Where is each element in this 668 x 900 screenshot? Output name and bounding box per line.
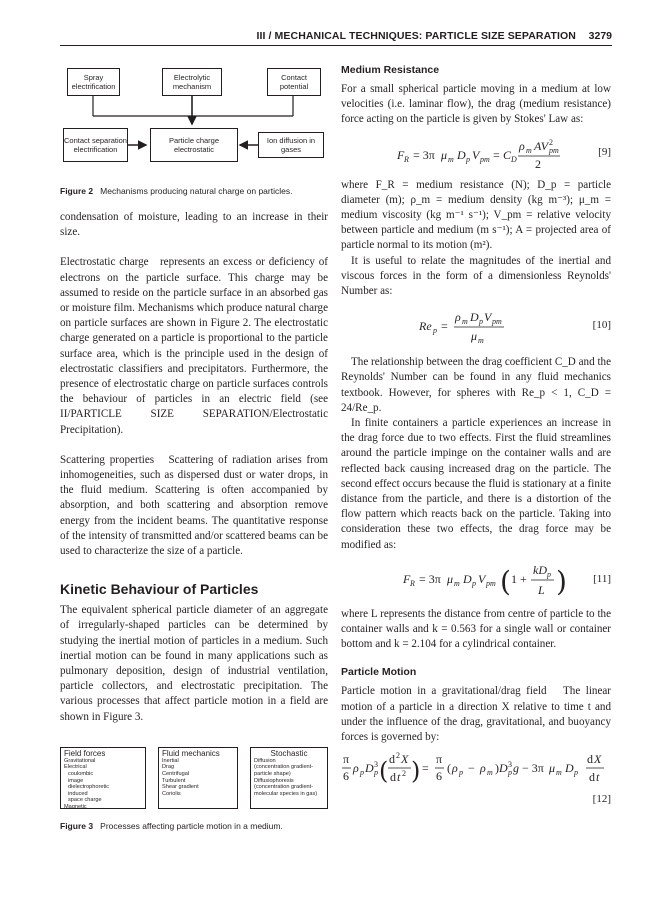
scattering-lead: Scattering properties — [60, 453, 155, 466]
svg-text:R: R — [404, 154, 409, 164]
svg-text:(: ( — [379, 757, 389, 786]
medium-resistance-heading: Medium Resistance — [341, 64, 440, 76]
svg-text:R: R — [410, 578, 415, 588]
fluid-mechanics-item: Drag — [162, 764, 175, 771]
equation-9-formula — [361, 132, 591, 172]
equation-10-number: [10] — [592, 319, 611, 332]
fluid-mechanics-item: Coriolis — [162, 790, 181, 797]
svg-text:p: p — [374, 768, 378, 778]
figure-3-caption — [60, 821, 328, 831]
svg-text:D: D — [511, 154, 517, 164]
equation-12-formula — [341, 749, 611, 791]
figure-2-caption-text: Mechanisms producing natural charge on particles. — [100, 186, 293, 196]
svg-text:m: m — [462, 317, 468, 327]
box-spray-electrification: Spray electrification — [67, 68, 120, 96]
svg-text:p: p — [472, 578, 476, 588]
svg-text:p: p — [433, 326, 437, 336]
equation-10-formula — [361, 305, 591, 345]
svg-text:μ: μ — [441, 147, 448, 162]
svg-text:π: π — [436, 752, 443, 767]
field-forces-item: space charge — [68, 797, 102, 804]
stochastic-item: Diffusion — [254, 757, 276, 764]
svg-text:): ) — [411, 757, 421, 786]
box-contact-separation: Contact separation electrification — [63, 128, 128, 162]
svg-text:V: V — [478, 571, 486, 586]
svg-text:ρ: ρ — [480, 761, 486, 776]
equation-12 — [341, 749, 611, 791]
svg-text:F: F — [403, 571, 411, 586]
paragraph-gravitational — [341, 684, 611, 745]
equation-9 — [341, 132, 611, 172]
svg-text:p: p — [479, 317, 483, 327]
scattering-text: Scattering of radiation arises from inhomogeneities, such as dispersed dust or water drops, in the fluid medium. Scattering is often accompanied by absorption, and both scattering and absorption remove energy from the incident beams. The quantitative response of the intensity of transmitted and/or scattered beams can be used to characterize the size of a particle. — [60, 453, 328, 558]
svg-text:(: ( — [447, 761, 451, 776]
paragraph-electrostatic — [60, 255, 328, 437]
svg-text:V: V — [484, 310, 492, 325]
figure-2-diagram — [60, 64, 328, 186]
svg-text:m: m — [487, 768, 493, 778]
svg-text:= 3π: = 3π — [419, 571, 441, 586]
gravitational-lead: Particle motion in a gravitational/drag field — [341, 685, 547, 698]
stochastic-item: (concentration gradient-particle shape) — [254, 764, 314, 778]
svg-text:(: ( — [500, 564, 511, 598]
svg-text:=: = — [441, 319, 448, 334]
box-field-forces — [60, 747, 146, 809]
svg-text:ρ: ρ — [353, 761, 359, 776]
stochastic-item: (concentration gradient-molecular species in gas) — [254, 784, 318, 797]
svg-text:): ) — [495, 761, 499, 776]
svg-text:): ) — [556, 564, 567, 598]
right-column — [341, 64, 611, 807]
svg-text:d: d — [389, 752, 395, 767]
svg-text:m: m — [448, 154, 454, 164]
field-forces-item: Electrical — [64, 764, 87, 771]
svg-text:2: 2 — [535, 156, 541, 171]
fluid-mechanics-item: Shear gradient — [162, 784, 199, 791]
svg-text:1 +: 1 + — [511, 571, 527, 586]
field-forces-title: Field forces — [64, 748, 106, 758]
paragraph-scattering — [60, 453, 328, 559]
paragraph-medium: For a small spherical particle moving in a medium at low velocities (i.e. laminar flow), the drag (medium resistance) force acting on the particle is given by Stokes' Law as: — [341, 83, 611, 126]
svg-text:π: π — [343, 752, 350, 767]
svg-text:pm: pm — [549, 145, 559, 155]
box-stochastic — [250, 747, 328, 809]
electrostatic-lead: Electrostatic charge — [60, 256, 149, 269]
svg-text:2: 2 — [549, 137, 553, 147]
figure-3-label: Figure 3 — [60, 820, 94, 831]
svg-text:6: 6 — [343, 769, 349, 784]
field-forces-item: induced — [68, 790, 88, 797]
figure-3-diagram — [60, 747, 328, 809]
svg-text:d: d — [390, 770, 396, 785]
svg-text:X: X — [594, 752, 602, 767]
equation-12-number: [12] — [592, 793, 611, 806]
svg-text:μ: μ — [447, 571, 454, 586]
svg-text:pm: pm — [480, 154, 490, 164]
svg-text:V: V — [472, 147, 480, 162]
header-rule — [60, 45, 612, 46]
svg-text:m: m — [478, 336, 484, 346]
svg-text:2: 2 — [402, 769, 406, 779]
fluid-mechanics-item: Centrifugal — [162, 771, 190, 778]
svg-text:pm: pm — [492, 317, 502, 327]
figure-2-caption — [60, 186, 328, 196]
equation-9-number: [9] — [598, 145, 611, 158]
svg-text:=: = — [493, 147, 500, 162]
svg-text:m: m — [556, 768, 562, 778]
svg-text:d: d — [587, 752, 593, 767]
svg-text:C: C — [503, 147, 512, 162]
field-forces-item: Magnetic — [64, 804, 87, 811]
svg-text:AV: AV — [534, 138, 549, 153]
svg-text:X: X — [401, 752, 409, 767]
svg-text:μ: μ — [549, 761, 556, 776]
kinetic-heading: Kinetic Behaviour of Particles — [60, 581, 259, 598]
equation-12-number-row — [341, 791, 611, 807]
figure-2-label: Figure 2 — [60, 186, 94, 196]
svg-text:ρ: ρ — [455, 310, 461, 325]
stochastic-title: Stochastic — [270, 748, 308, 758]
equation-11-number: [11] — [593, 572, 611, 585]
svg-text:−: − — [468, 761, 475, 776]
svg-text:L: L — [538, 582, 545, 597]
paragraph-where-9: where F_R = medium resistance (N); D_p = particle diameter (m); ρ_m = medium density (kg m⁻³); μ_m = medium viscosity (kg m⁻¹ s⁻¹); V_pm = relative velocity between particle and medium (m s⁻¹); A = projected area of particle normal to its motion (m²). — [341, 178, 611, 252]
electrostatic-text: represents an excess or deficiency of electrons on the particle surface. This charge may be assumed to reside on the particle surface in an absorbed gas or moisture film. Mechanisms which produce natural charge on particle surfaces are shown in Figure 2. The electrostatic charge generated on a particle is proportional to the particle surface area, which is the principle used in the design of electrostatic classifiers and precipitators. Furthermore, the presence of electrostatic charge on particle surfaces controls the behaviour of particles in an electric field (see II/PARTICLE SIZE SEPARATION/Electrostatic Precipitation). — [60, 256, 328, 436]
equation-11 — [341, 557, 611, 601]
svg-text:d: d — [589, 770, 595, 785]
paragraph-finite: In finite containers a particle experiences an increase in the drag force due to two effects. First the fluid streamlines around the particle impinge on the container walls and are reflected back causing increased drag on the particle. The second effect occurs because the fluid is stationary at a finite distance from the particle, and there is a distortion of the flow pattern which reacts back on the particle. Taking into consideration these two effects, the drag force may be modified as: — [341, 417, 611, 551]
equation-11-formula — [361, 557, 591, 601]
svg-text:μ: μ — [471, 329, 478, 344]
svg-text:3: 3 — [374, 760, 378, 770]
page-number: 3279 — [588, 30, 612, 42]
svg-text:kD: kD — [533, 562, 547, 577]
stochastic-item: Diffusiophoresis — [254, 777, 294, 784]
svg-text:g: g — [513, 761, 519, 776]
svg-text:D: D — [457, 147, 466, 162]
equation-10 — [341, 305, 611, 345]
box-particle-charge: Particle charge electrostatic — [150, 128, 238, 162]
svg-text:t: t — [397, 770, 401, 785]
svg-text:p: p — [547, 569, 551, 579]
left-column — [60, 64, 328, 831]
svg-text:3: 3 — [508, 760, 512, 770]
svg-text:Re: Re — [419, 319, 432, 334]
svg-text:D: D — [499, 761, 508, 776]
svg-text:D: D — [470, 310, 479, 325]
svg-text:p: p — [508, 768, 512, 778]
header-title: III / MECHANICAL TECHNIQUES: PARTICLE SIZE SEPARATION — [256, 30, 576, 42]
svg-text:D: D — [565, 761, 574, 776]
paragraph-condensation: condensation of moisture, leading to an increase in their size. — [60, 211, 328, 239]
svg-text:D: D — [365, 761, 374, 776]
svg-text:=: = — [422, 761, 429, 776]
svg-text:p: p — [360, 768, 364, 778]
svg-text:ρ: ρ — [519, 138, 525, 153]
svg-text:p: p — [574, 768, 578, 778]
field-forces-item: dielectrophoretic — [68, 784, 110, 791]
svg-text:m: m — [454, 578, 460, 588]
svg-text:t: t — [596, 770, 600, 785]
paragraph-kinetic: The equivalent spherical particle diameter of an aggregate of irregularly-shaped particles can be determined by studying the inertial motion of particles in a medium. Such inertial motion can be found in many applications such as pulmonary deposition, design of industrial ventilation, particle collectors, and electrostatic precipitation. The various processes that affect particle motion in a field are shown in Figure 3. — [60, 604, 328, 723]
box-electrolytic-mechanism: Electrolytic mechanism — [162, 68, 222, 96]
field-forces-item: image — [68, 777, 84, 784]
paragraph-where-11: where L represents the distance from centre of particle to the container walls and k = 0.563 for a single wall or container bottom and k = 2.104 for a cylindrical container. — [341, 607, 611, 651]
svg-text:− 3π: − 3π — [522, 761, 544, 776]
running-header — [0, 30, 668, 46]
fluid-mechanics-title: Fluid mechanics — [162, 748, 220, 758]
svg-text:D: D — [463, 571, 472, 586]
svg-text:2: 2 — [396, 751, 400, 761]
field-forces-item: coulombic — [68, 771, 94, 778]
paragraph-relate: It is useful to relate the magnitudes of the inertial and viscous forces in the form of a dimensionless Reynolds' Number as: — [341, 254, 611, 298]
field-forces-item: Gravitational — [64, 757, 96, 764]
box-fluid-mechanics — [158, 747, 238, 809]
svg-text:ρ: ρ — [452, 761, 458, 776]
svg-text:= 3π: = 3π — [413, 147, 435, 162]
svg-text:pm: pm — [486, 578, 496, 588]
box-ion-diffusion: Ion diffusion in gases — [258, 132, 324, 158]
box-contact-potential: Contact potential — [267, 68, 321, 96]
svg-text:F: F — [397, 147, 405, 162]
gravitational-text: The linear motion of a particle in a direction X relative to time t and under the influence of the drag, gravitational, and buoyancy forces is governed by: — [341, 685, 611, 744]
svg-text:p: p — [459, 768, 463, 778]
svg-text:m: m — [526, 145, 532, 155]
figure-3-caption-text: Processes affecting particle motion in a medium. — [100, 820, 283, 831]
fluid-mechanics-item: Turbulent — [162, 777, 186, 784]
particle-motion-heading: Particle Motion — [341, 666, 417, 679]
svg-text:p: p — [466, 154, 470, 164]
paragraph-relationship: The relationship between the drag coefficient C_D and the Reynolds' Number can be found in any fluid mechanics textbook. However, for spheres with Re_p < 1, C_D = 24/Re_p. — [341, 356, 611, 414]
svg-text:6: 6 — [436, 769, 442, 784]
fluid-mechanics-item: Inertial — [162, 757, 179, 764]
